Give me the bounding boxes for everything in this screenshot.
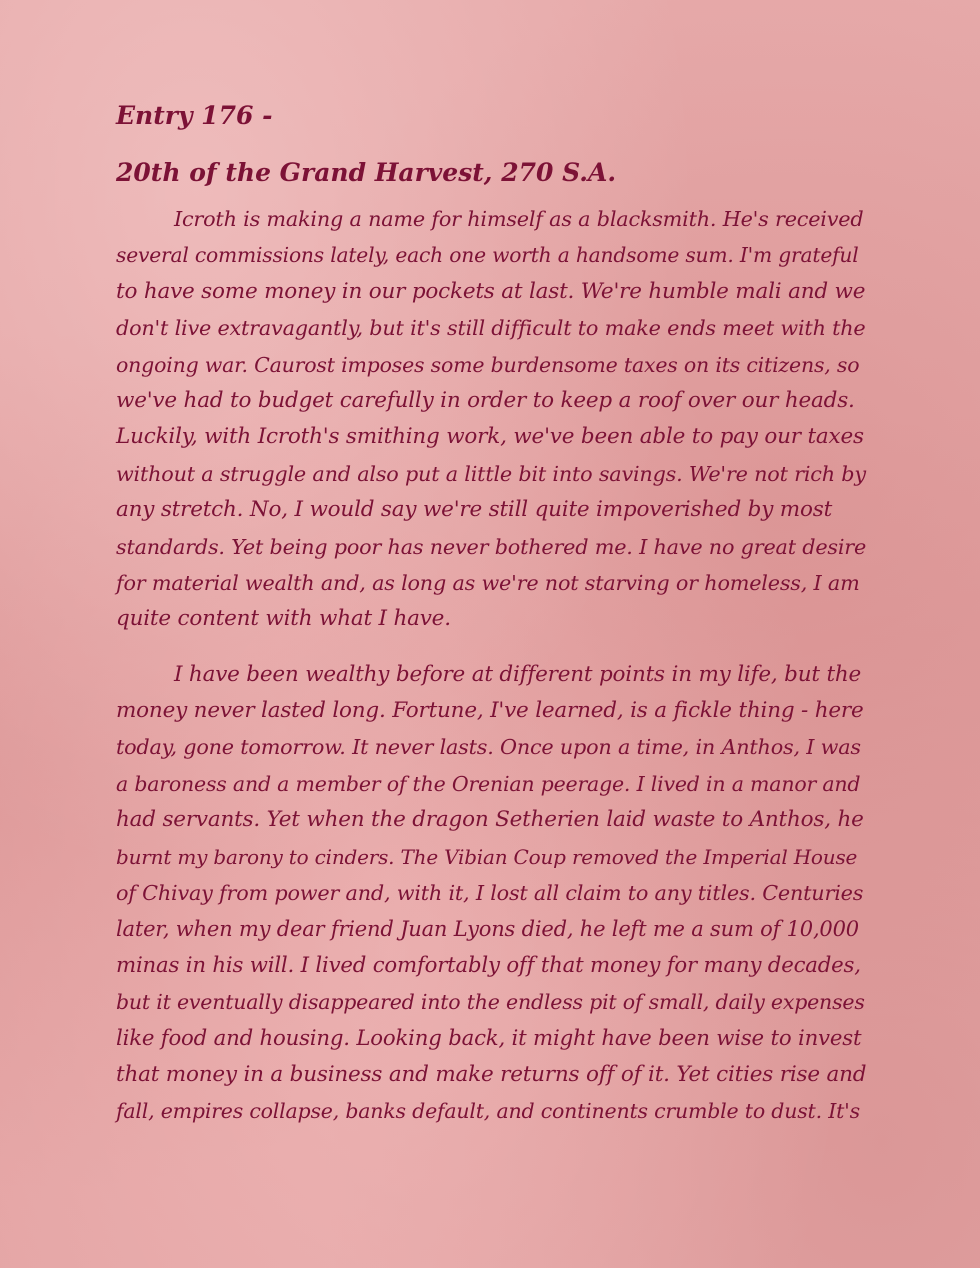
text-line: without a struggle and also put a little bit into savings. We're not rich by bbox=[116, 461, 866, 486]
text-line: but it eventually disappeared into the endless pit of small, daily expenses bbox=[116, 990, 865, 1015]
text-line: don't live extravagantly, but it's still difficult to make ends meet with the bbox=[116, 316, 866, 341]
text-line: today, gone tomorrow. It never lasts. Once upon a time, in Anthos, I was bbox=[116, 735, 861, 760]
text-line: ongoing war. Caurost imposes some burdensome taxes on its citizens, so bbox=[116, 352, 860, 377]
text-line: standards. Yet being poor has never bothered me. I have no great desire bbox=[116, 534, 867, 559]
text-line: money never lasted long. Fortune, I've learned, is a fickle thing - here bbox=[116, 698, 864, 724]
text-line: that money in a business and make returns off of it. Yet cities rise and bbox=[116, 1061, 867, 1087]
paragraph-1 bbox=[116, 201, 866, 638]
text-line: we've had to budget carefully in order to keep a roof over our heads. bbox=[116, 387, 855, 413]
text-line: of Chivay from power and, with it, I lost all claim to any titles. Centuries bbox=[116, 881, 864, 906]
text-line: later, when my dear friend Juan Lyons died, he left me a sum of 10,000 bbox=[116, 917, 859, 942]
text-line: several commissions lately, each one worth a handsome sum. I'm grateful bbox=[116, 243, 859, 268]
text-line: to have some money in our pockets at last. We're humble mali and we bbox=[116, 278, 866, 304]
text-line: minas in his will. I lived comfortably off that money for many decades, bbox=[116, 952, 861, 978]
text-line: quite content with what I have. bbox=[116, 606, 451, 632]
text-line: fall, empires collapse, banks default, and continents crumble to dust. It's bbox=[116, 1099, 860, 1124]
text-line: Luckily, with Icroth's smithing work, we've been able to pay our taxes bbox=[116, 424, 864, 450]
text-line: like food and housing. Looking back, it might have been wise to invest bbox=[116, 1025, 862, 1051]
journal-entry bbox=[116, 96, 866, 1130]
entry-title: Entry 176 - bbox=[116, 101, 273, 130]
text-line: any stretch. No, I would say we're still quite impoverished by most bbox=[116, 497, 833, 523]
paragraph-2 bbox=[116, 657, 866, 1130]
text-line: I have been wealthy before at different points in my life, but the bbox=[174, 661, 862, 687]
text-line: a baroness and a member of the Orenian peerage. I lived in a manor and bbox=[116, 771, 861, 796]
text-line: Icroth is making a name for himself as a blacksmith. He's received bbox=[174, 207, 864, 231]
text-line: had servants. Yet when the dragon Setherien laid waste to Anthos, he bbox=[116, 807, 864, 833]
text-line: for material wealth and, as long as we're not starving or homeless, I am bbox=[116, 570, 860, 595]
entry-date: 20th of the Grand Harvest, 270 S.A. bbox=[116, 158, 617, 187]
text-line: burnt my barony to cinders. The Vibian Coup removed the Imperial House bbox=[116, 844, 858, 869]
